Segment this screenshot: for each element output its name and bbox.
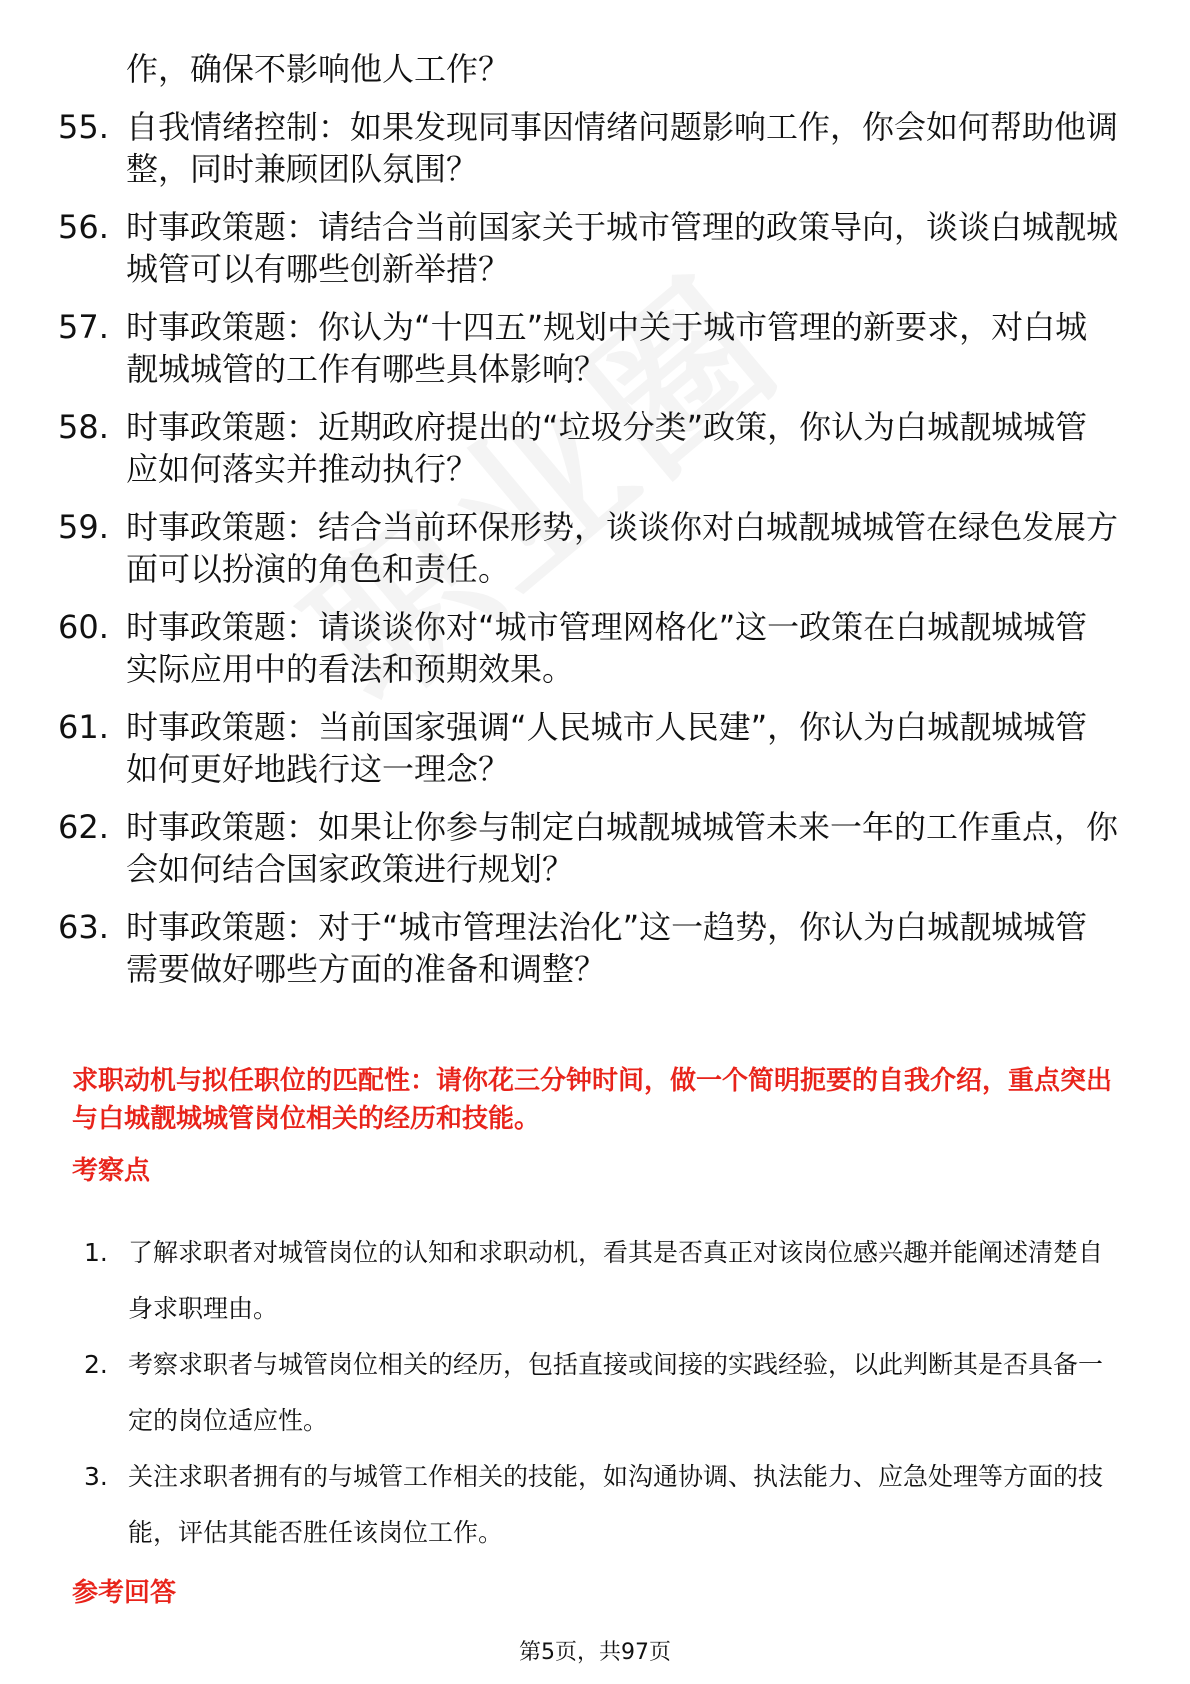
page-footer: 第5页，共97页	[519, 1640, 671, 1665]
question-item	[58, 306, 1118, 390]
question-item	[58, 906, 1118, 990]
question-item	[58, 606, 1118, 690]
question-text: 时事政策题：近期政府提出的“垃圾分类”政策，你认为白城靓城城管应如何落实并推动执行？	[126, 408, 1088, 488]
point-number: 1.	[84, 1238, 108, 1267]
question-item	[58, 406, 1118, 490]
question-number: 58.	[58, 408, 109, 446]
assessment-point	[84, 1225, 1114, 1337]
question-text: 自我情绪控制：如果发现同事因情绪问题影响工作，你会如何帮助他调整，同时兼顾团队氛围？	[126, 108, 1119, 188]
question-item	[58, 206, 1118, 290]
reference-heading: 参考回答	[72, 1578, 177, 1608]
question-continuation: 作，确保不影响他人工作？	[126, 50, 511, 88]
question-text: 时事政策题：请结合当前国家关于城市管理的政策导向，谈谈白城靓城城管可以有哪些创新举措？	[126, 208, 1119, 288]
point-number: 3.	[84, 1462, 108, 1491]
point-text: 关注求职者拥有的与城管工作相关的技能，如沟通协调、执法能力、应急处理等方面的技能，评估其能否胜任该岗位工作。	[128, 1462, 1104, 1547]
assessment-point	[84, 1337, 1114, 1449]
question-list	[58, 48, 1118, 1006]
point-number: 2.	[84, 1350, 108, 1379]
question-number: 62.	[58, 808, 109, 846]
question-number: 61.	[58, 708, 109, 746]
question-item	[58, 806, 1118, 890]
question-text: 时事政策题：当前国家强调“人民城市人民建”，你认为白城靓城城管如何更好地践行这一理念？	[126, 708, 1088, 788]
point-text: 了解求职者对城管岗位的认知和求职动机，看其是否真正对该岗位感兴趣并能阐述清楚自身求职理由。	[128, 1238, 1104, 1323]
question-text: 时事政策题：请谈谈你对“城市管理网格化”这一政策在白城靓城城管实际应用中的看法和预期效果。	[126, 608, 1088, 688]
question-text: 时事政策题：对于“城市管理法治化”这一趋势，你认为白城靓城城管需要做好哪些方面的准备和调整？	[126, 908, 1088, 988]
question-number: 63.	[58, 908, 109, 946]
assessment-points	[84, 1225, 1114, 1561]
question-number: 60.	[58, 608, 109, 646]
question-number: 56.	[58, 208, 109, 246]
section-question: 求职动机与拟任职位的匹配性：请你花三分钟时间，做一个简明扼要的自我介绍，重点突出与白城靓城城管岗位相关的经历和技能。	[72, 1066, 1113, 1134]
question-text: 时事政策题：如果让你参与制定白城靓城城管未来一年的工作重点，你会如何结合国家政策进行规划？	[126, 808, 1119, 888]
question-item	[58, 506, 1118, 590]
question-number: 59.	[58, 508, 109, 546]
question-text: 时事政策题：结合当前环保形势，谈谈你对白城靓城城管在绿色发展方面可以扮演的角色和责任。	[126, 508, 1119, 588]
question-text: 时事政策题：你认为“十四五”规划中关于城市管理的新要求，对白城靓城城管的工作有哪些具体影响？	[126, 308, 1088, 388]
question-number: 55.	[58, 108, 109, 146]
assessment-point	[84, 1449, 1114, 1561]
point-text: 考察求职者与城管岗位相关的经历，包括直接或间接的实践经验，以此判断其是否具备一定的岗位适应性。	[128, 1350, 1104, 1435]
question-item	[58, 106, 1118, 190]
question-item	[58, 706, 1118, 790]
assessment-heading: 考察点	[72, 1156, 151, 1186]
question-number: 57.	[58, 308, 109, 346]
